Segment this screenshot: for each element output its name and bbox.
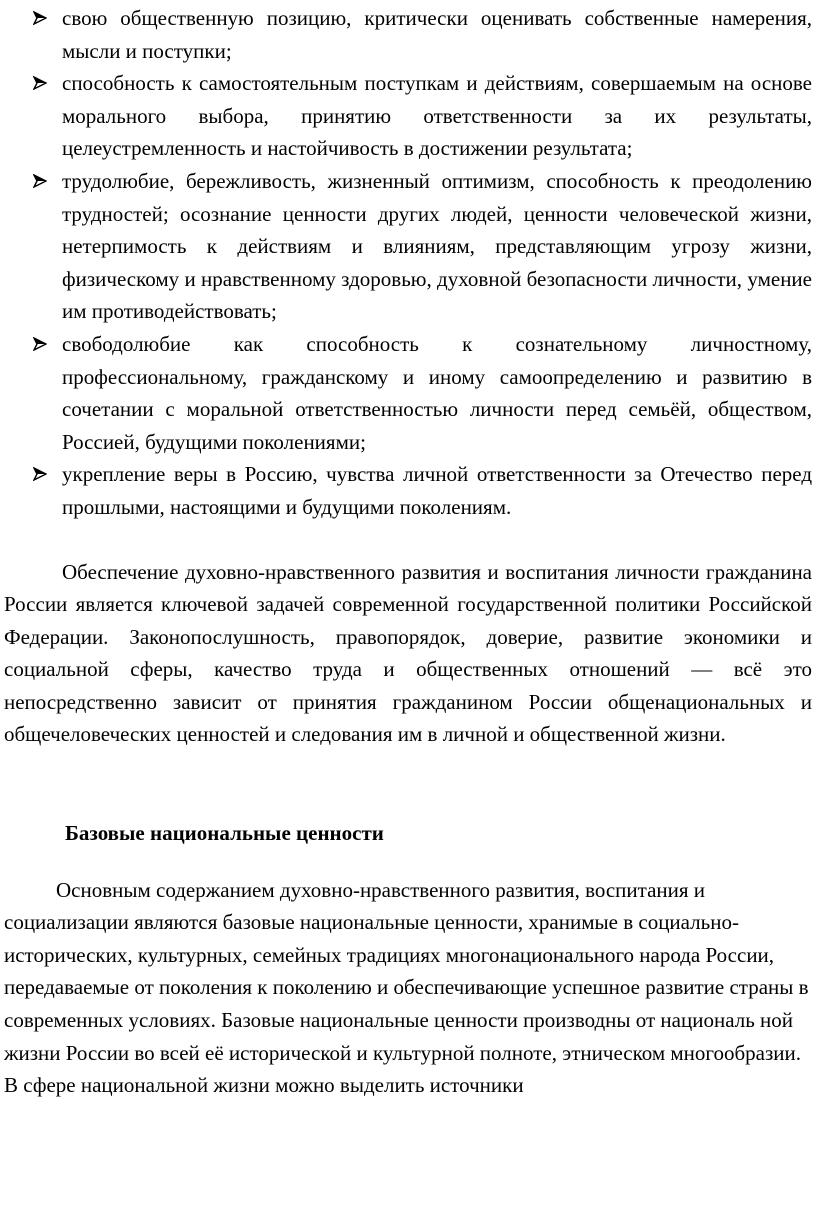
spacer [4, 751, 812, 817]
section-heading: Базовые национальные ценности [65, 821, 384, 846]
list-item [4, 67, 812, 165]
arrowhead-bullet-icon [33, 467, 47, 481]
list-item-text: укрепление веры в Россию, чувства личной ответственности за Отечество перед прошлыми, настоящими и будущими поколениям. [62, 462, 812, 519]
list-item-text: способность к самостоятельным поступкам и действиям, совершаемым на основе морального выбора, принятию ответственности за их результаты, целеустремленность и настойчивость в достижении результата; [62, 71, 812, 161]
spacer [4, 850, 812, 874]
list-item [4, 2, 812, 67]
list-item-text: трудолюбие, бережливость, жизненный оптимизм, способность к преодолению трудностей; осознание ценности других людей, ценности человеческой жизни, нетерпимость к действиям и влияниям, представляющим угрозу жизни, физическому и нравственному здоровью, духовной безопасности личности, умение им противодействовать; [62, 168, 812, 324]
body-paragraph: Основным содержанием духовно-нравственного развития, воспитания и социализации являются базовые национальные ценности, хранимые в социально-исторических, культурных, семейных традициях многонационального народа России, передаваемые от поколения к поколению и обеспечивающие успешное развитие страны в современных условиях. Базовые национальные ценности производны от националь ной жизни России во всей её исторической и культурной полноте, этническом многообразии. В сфере национальной жизни можно выделить источники [4, 877, 809, 1098]
arrowhead-bullet-icon [33, 337, 47, 351]
values-bullet-list [4, 2, 812, 524]
body-paragraph: Обеспечение духовно-нравственного развития и воспитания личности гражданина России является ключевой задачей современной государственной политики Российской Федерации. Законопослушность, правопорядок, доверие, развитие экономики и социальной сферы, качество труда и общественных отношений — всё это непосредственно зависит от принятия гражданином России общенациональных и общечеловеческих ценностей и следования им в личной и общественной жизни. [4, 559, 812, 747]
list-item [4, 458, 812, 523]
spacer [4, 524, 812, 556]
arrowhead-bullet-icon [33, 174, 47, 188]
arrowhead-bullet-icon [33, 76, 47, 90]
list-item [4, 328, 812, 458]
list-item-text: свою общественную позицию, критически оценивать собственные намерения, мысли и поступки; [62, 6, 812, 63]
arrowhead-bullet-icon [33, 11, 47, 25]
list-item-text: свободолюбие как способность к сознательному личностному, профессиональному, гражданскому и иному самоопределению и развитию в сочетании с моральной ответственностью личности перед семьёй, обществом, Россией, будущими поколениями; [62, 331, 812, 454]
list-item [4, 165, 812, 328]
